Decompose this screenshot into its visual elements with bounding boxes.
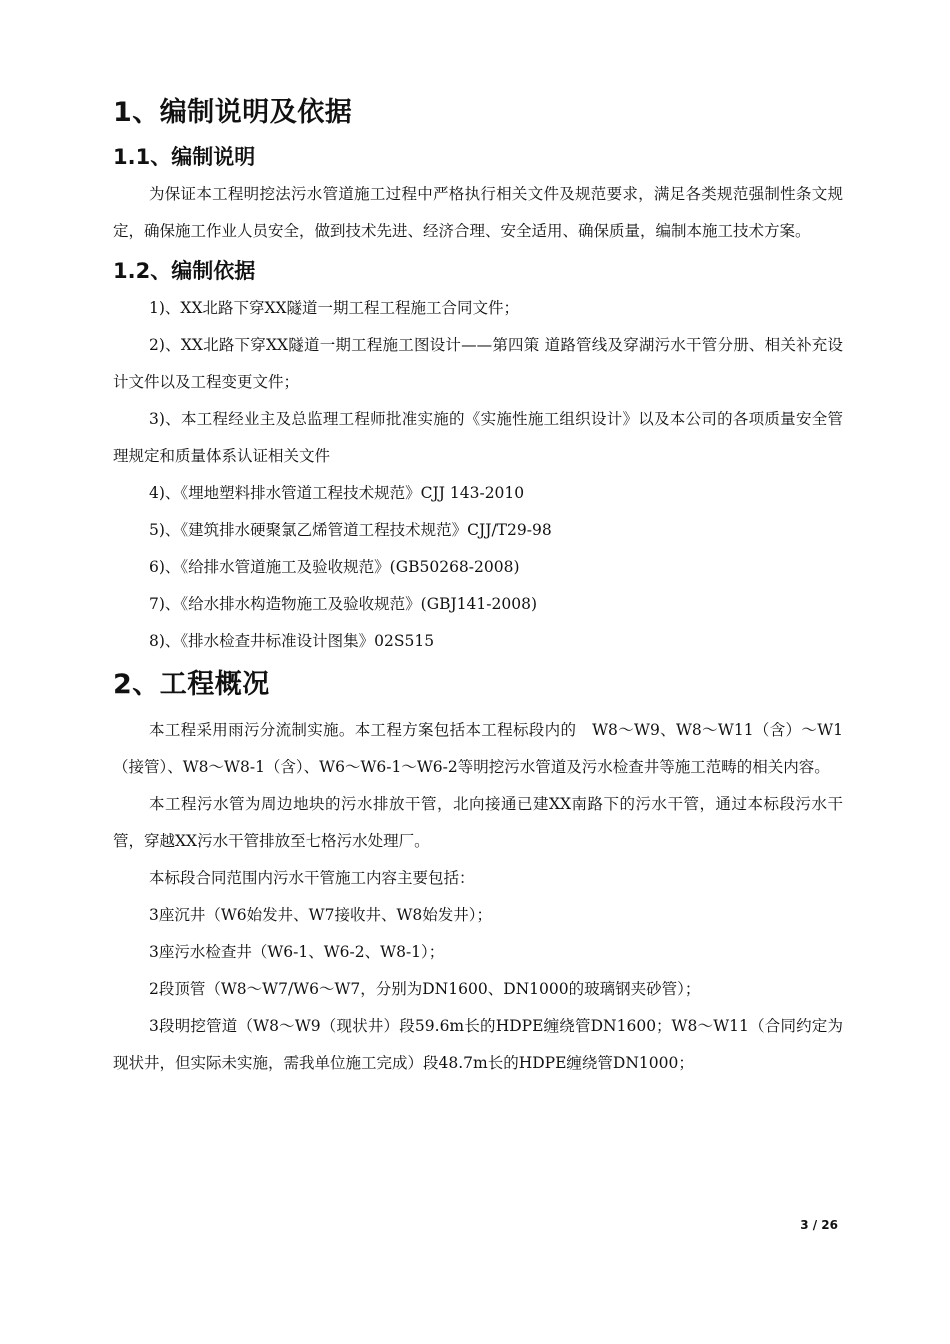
basis-item: 8)、《排水检查井标准设计图集》02S515 <box>149 632 435 650</box>
overview-paragraph: 3座污水检查井（W6-1、W6-2、W8-1）； <box>149 943 445 961</box>
basis-item: 4)、《埋地塑料排水管道工程技术规范》CJJ 143-2010 <box>149 484 525 502</box>
page-content <box>113 92 843 1082</box>
page-number: 3 / 26 <box>800 1218 838 1232</box>
overview-paragraph: 本标段合同范围内污水干管施工内容主要包括： <box>149 869 475 887</box>
basis-item: 1)、XX北路下穿XX隧道一期工程工程施工合同文件； <box>149 299 520 317</box>
basis-item: 5)、《建筑排水硬聚氯乙烯管道工程技术规范》CJJ/T29-98 <box>149 521 552 539</box>
overview-paragraph: 2段顶管（W8～W7/W6～W7，分别为DN1600、DN1000的玻璃钢夹砂管）； <box>149 980 701 998</box>
section-1-1-heading: 1.1、编制说明 <box>113 145 256 169</box>
overview-paragraph: 3座沉井（W6始发井、W7接收井、W8始发井）； <box>149 906 492 924</box>
overview-paragraph: 3段明挖管道（W8～W9（现状井）段59.6m长的HDPE缠绕管DN1600；W8～W11（合同约定为现状井，但实际未实施，需我单位施工完成）段48.7m长的HDPE缠绕管DN1000； <box>113 1017 843 1072</box>
section-1-2-heading: 1.2、编制依据 <box>113 259 256 283</box>
basis-item: 7)、《给水排水构造物施工及验收规范》(GBJ141-2008) <box>149 595 538 613</box>
basis-item: 2)、XX北路下穿XX隧道一期工程施工图设计——第四策 道路管线及穿湖污水干管分册、相关补充设计文件以及工程变更文件； <box>113 336 843 391</box>
section-1-heading: 1、编制说明及依据 <box>113 97 353 128</box>
overview-paragraph: 本工程污水管为周边地块的污水排放干管，北向接通已建XX南路下的污水干管，通过本标段污水干管，穿越XX污水干管排放至七格污水处理厂。 <box>113 795 843 850</box>
basis-item: 3)、本工程经业主及总监理工程师批准实施的《实施性施工组织设计》以及本公司的各项质量安全管理规定和质量体系认证相关文件 <box>113 410 843 465</box>
section-2-heading: 2、工程概况 <box>113 669 270 700</box>
overview-paragraph: 本工程采用雨污分流制实施。本工程方案包括本工程标段内的 W8～W9、W8～W11（含）～W1（接管）、W8～W8-1（含）、W6～W6-1～W6-2等明挖污水管道及污水检查井等施工范畴的相关内容。 <box>113 721 843 776</box>
section-1-1-paragraph: 为保证本工程明挖法污水管道施工过程中严格执行相关文件及规范要求，满足各类规范强制性条文规定，确保施工作业人员安全，做到技术先进、经济合理、安全适用、确保质量，编制本施工技术方案。 <box>113 185 843 240</box>
basis-item: 6)、《给排水管道施工及验收规范》(GB50268-2008) <box>149 558 520 576</box>
